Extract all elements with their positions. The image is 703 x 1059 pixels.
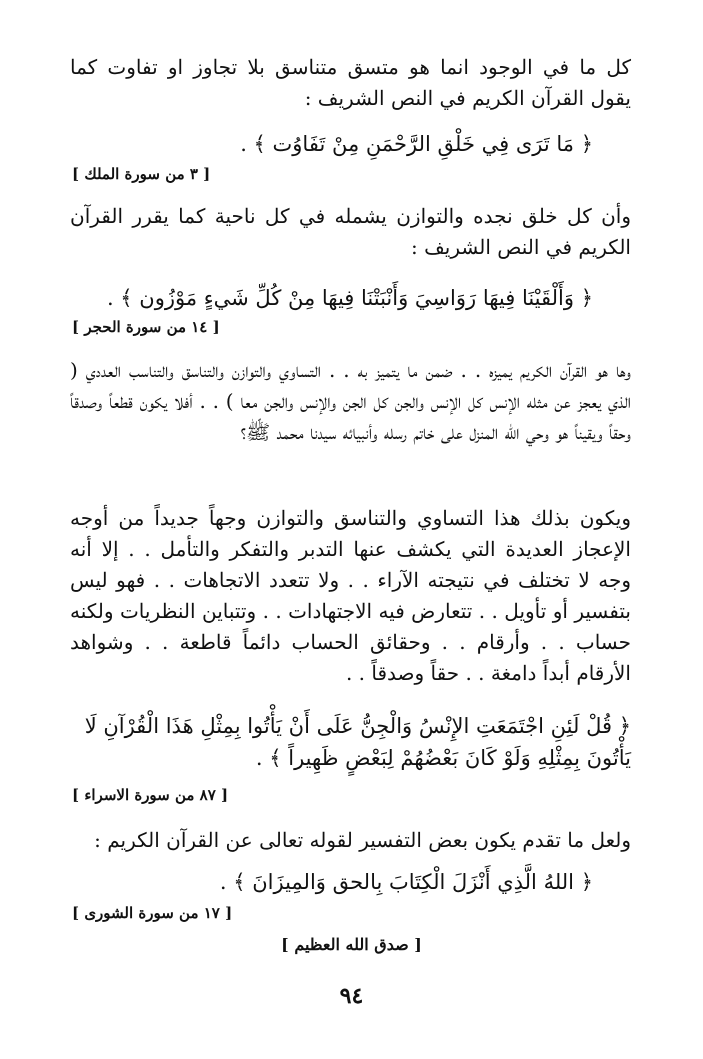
closing-phrase: [ صدق الله العظيم ] — [281, 935, 422, 954]
paragraph-2: وأن كل خلق نجده والتوازن يشمله في كل ناحية كما يقرر القرآن الكريم في النص الشريف : — [70, 204, 631, 259]
reference-al-mulk: [ ٣ من سورة الملك ] — [72, 165, 211, 183]
verse-ash-shura: ﴿ اللهُ الَّذِي أَنْزَلَ الْكِتَابَ بِالحق وَالمِيزَانَ ﴾ . — [219, 870, 593, 894]
paragraph-5: ولعل ما تقدم يكون بعض التفسير لقوله تعالى عن القرآن الكريم : — [94, 828, 631, 852]
page-number: ٩٤ — [339, 983, 364, 1009]
reference-al-hijr: [ ١٤ من سورة الحجر ] — [72, 318, 220, 336]
paragraph-3: وها هو القرآن الكريم يميزه . . ضمن ما يتميز به . . التساوي والتوازن والتناسق والتناسب العددي ( الذي يعجز عن مثله الإنس كل الإنس والجن كل الجن والإنس والجن معا ) . . أفلا يكون قطعاً وصدقاً وحقاً ويقيناً هو وحي الله المنزل على خاتم رسله وأنبيائه سيدنا محمد ﷺ؟ — [70, 358, 631, 444]
verse-al-isra: ﴿ قُلْ لَئِنِ اجْتَمَعَتِ الإِنْسُ وَالْجِنُّ عَلَى أَنْ يَأْتُوا بِمِثْلِ هَذَا الْقُرْآنِ لَا يَأْتُونَ بِمِثْلِهِ وَلَوْ كَانَ بَعْضُهُمْ لِبَعْضٍ ظَهِيراً ﴾ . — [84, 714, 631, 770]
paragraph-1: كل ما في الوجود انما هو متسق متناسق بلا تجاوز او تفاوت كما يقول القرآن الكريم في النص الشريف : — [70, 55, 631, 110]
reference-al-isra: [ ٨٧ من سورة الاسراء ] — [72, 786, 229, 804]
verse-al-hijr: ﴿ وَأَلْقَيْنَا فِيهَا رَوَاسِيَ وَأَنْبَتْنَا فِيهَا مِنْ كُلِّ شَيءٍ مَوْزُون ﴾ . — [106, 286, 593, 310]
reference-ash-shura: [ ١٧ من سورة الشورى ] — [72, 904, 233, 922]
verse-al-mulk: ﴿ مَا تَرَى فِي خَلْقِ الرَّحْمَنِ مِنْ تَفَاوُت ﴾ . — [240, 132, 593, 156]
paragraph-4: ويكون بذلك هذا التساوي والتناسق والتوازن وجهاً جديداً من أوجه الإعجاز العديدة التي يكشف عنها التدبر والتفكر والتأمل . . إلا أنه وجه لا تختلف في نتيجته الآراء . . ولا تتعدد الاتجاهات . . فهو ليس بتفسير أو تأويل . . تتعارض فيه الاجتهادات . . وتتباين النظريات ولكنه حساب . . وأرقام . . وحقائق الحساب دائماً قاطعة . . وشواهد الأرقام أبداً دامغة . . حقاً وصدقاً . . — [70, 506, 631, 685]
